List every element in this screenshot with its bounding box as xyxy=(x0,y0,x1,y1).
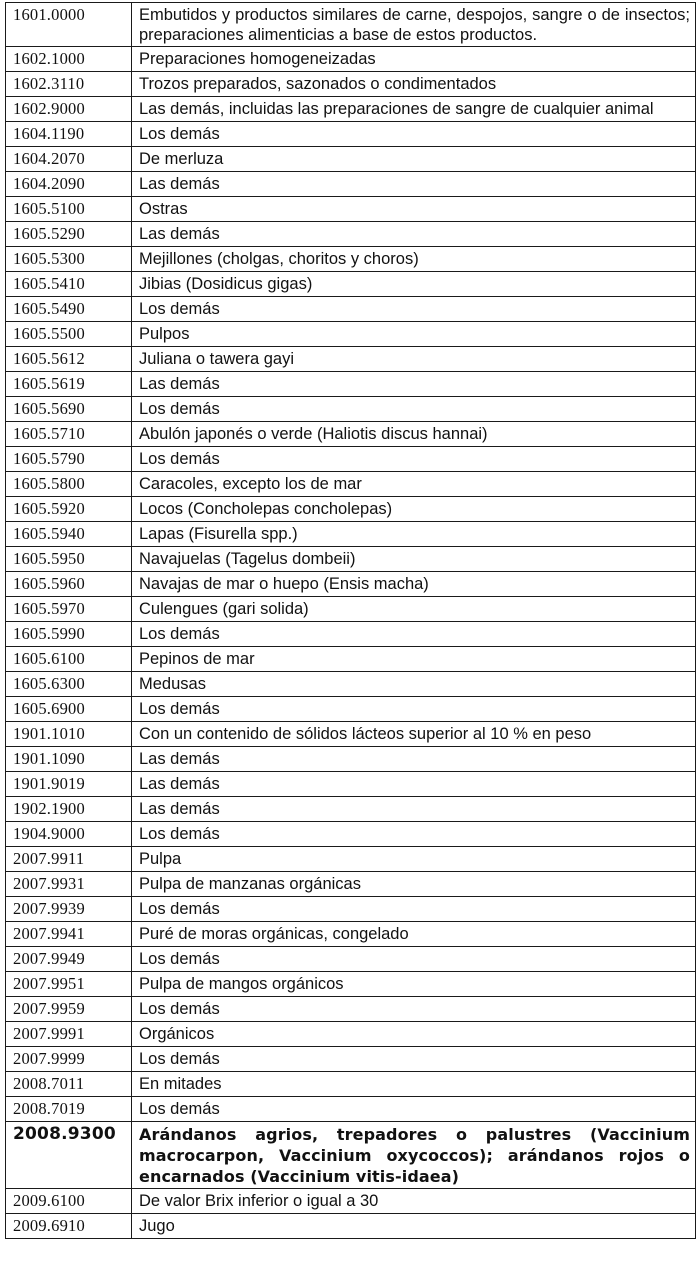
table-row xyxy=(6,822,696,847)
tariff-code-cell: 1605.5619 xyxy=(6,372,132,397)
tariff-code-cell: 1605.5940 xyxy=(6,522,132,547)
description-cell: Pulpa xyxy=(132,847,696,872)
table-row xyxy=(6,447,696,472)
description-cell: De valor Brix inferior o igual a 30 xyxy=(132,1189,696,1214)
description-cell: Medusas xyxy=(132,672,696,697)
table-row xyxy=(6,1214,696,1239)
table-row xyxy=(6,847,696,872)
table-row xyxy=(6,47,696,72)
table-row xyxy=(6,697,696,722)
description-cell: Los demás xyxy=(132,297,696,322)
table-row xyxy=(6,1097,696,1122)
tariff-code-cell: 2007.9931 xyxy=(6,872,132,897)
table-row xyxy=(6,172,696,197)
description-cell: Mejillones (cholgas, choritos y choros) xyxy=(132,247,696,272)
tariff-code-cell: 1604.1190 xyxy=(6,122,132,147)
tariff-code-cell: 2007.9949 xyxy=(6,947,132,972)
tariff-code-cell: 1605.6100 xyxy=(6,647,132,672)
description-cell: Abulón japonés o verde (Haliotis discus hannai) xyxy=(132,422,696,447)
tariff-code-cell: 2009.6910 xyxy=(6,1214,132,1239)
description-cell: Orgánicos xyxy=(132,1022,696,1047)
tariff-code-cell: 1901.1010 xyxy=(6,722,132,747)
tariff-code-cell: 1605.5920 xyxy=(6,497,132,522)
table-row xyxy=(6,897,696,922)
description-cell: Las demás xyxy=(132,797,696,822)
tariff-code-cell: 1602.9000 xyxy=(6,97,132,122)
tariff-code-cell: 1605.5790 xyxy=(6,447,132,472)
tariff-code-cell: 2008.7019 xyxy=(6,1097,132,1122)
table-row xyxy=(6,197,696,222)
description-cell: Pulpa de mangos orgánicos xyxy=(132,972,696,997)
table-row xyxy=(6,722,696,747)
table-row xyxy=(6,597,696,622)
tariff-code-cell: 2008.9300 xyxy=(6,1122,132,1189)
description-cell: Los demás xyxy=(132,997,696,1022)
table-row xyxy=(6,1122,696,1189)
description-cell: Los demás xyxy=(132,1047,696,1072)
description-cell: Navajas de mar o huepo (Ensis macha) xyxy=(132,572,696,597)
table-row xyxy=(6,522,696,547)
tariff-code-cell: 2008.7011 xyxy=(6,1072,132,1097)
tariff-code-cell: 1902.1900 xyxy=(6,797,132,822)
tariff-code-cell: 1605.6900 xyxy=(6,697,132,722)
tariff-code-cell: 1605.5710 xyxy=(6,422,132,447)
tariff-code-cell: 1904.9000 xyxy=(6,822,132,847)
table-row xyxy=(6,97,696,122)
table-row xyxy=(6,622,696,647)
description-cell: En mitades xyxy=(132,1072,696,1097)
description-cell: Los demás xyxy=(132,622,696,647)
table-row xyxy=(6,747,696,772)
table-row xyxy=(6,1022,696,1047)
tariff-code-cell: 1605.5290 xyxy=(6,222,132,247)
tariff-code-cell: 1602.1000 xyxy=(6,47,132,72)
table-row xyxy=(6,547,696,572)
tariff-table-body xyxy=(6,3,696,1239)
tariff-code-cell: 2007.9959 xyxy=(6,997,132,1022)
description-cell: Las demás xyxy=(132,772,696,797)
description-cell: Los demás xyxy=(132,122,696,147)
description-cell: Pulpa de manzanas orgánicas xyxy=(132,872,696,897)
description-cell: Pepinos de mar xyxy=(132,647,696,672)
description-cell: Los demás xyxy=(132,822,696,847)
description-cell: Jibias (Dosidicus gigas) xyxy=(132,272,696,297)
tariff-code-cell: 1605.5690 xyxy=(6,397,132,422)
tariff-code-cell: 1604.2090 xyxy=(6,172,132,197)
description-cell: Los demás xyxy=(132,697,696,722)
description-cell: Las demás, incluidas las preparaciones de sangre de cualquier animal xyxy=(132,97,696,122)
table-row xyxy=(6,3,696,47)
description-cell: Juliana o tawera gayi xyxy=(132,347,696,372)
description-cell: Las demás xyxy=(132,747,696,772)
description-cell: Lapas (Fisurella spp.) xyxy=(132,522,696,547)
table-row xyxy=(6,122,696,147)
table-row xyxy=(6,297,696,322)
tariff-code-cell: 1605.5300 xyxy=(6,247,132,272)
table-row xyxy=(6,372,696,397)
tariff-code-cell: 2007.9941 xyxy=(6,922,132,947)
tariff-table xyxy=(5,2,696,1239)
table-row xyxy=(6,147,696,172)
description-cell: Arándanos agrios, trepadores o palustres (Vaccinium macrocarpon, Vaccinium oxycoccos); arándanos rojos o encarnados (Vaccinium vitis-idaea) xyxy=(132,1122,696,1189)
table-row xyxy=(6,72,696,97)
table-row xyxy=(6,497,696,522)
description-cell: Los demás xyxy=(132,447,696,472)
tariff-code-cell: 1605.5960 xyxy=(6,572,132,597)
tariff-code-cell: 1605.5100 xyxy=(6,197,132,222)
table-row xyxy=(6,272,696,297)
tariff-code-cell: 1601.0000 xyxy=(6,3,132,47)
description-cell: Navajuelas (Tagelus dombeii) xyxy=(132,547,696,572)
tariff-code-cell: 1605.5490 xyxy=(6,297,132,322)
description-cell: Preparaciones homogeneizadas xyxy=(132,47,696,72)
table-row xyxy=(6,422,696,447)
description-cell: Las demás xyxy=(132,222,696,247)
tariff-code-cell: 1605.5800 xyxy=(6,472,132,497)
table-row xyxy=(6,397,696,422)
description-cell: Jugo xyxy=(132,1214,696,1239)
description-cell: Trozos preparados, sazonados o condimentados xyxy=(132,72,696,97)
table-row xyxy=(6,672,696,697)
table-row xyxy=(6,322,696,347)
tariff-code-cell: 2007.9911 xyxy=(6,847,132,872)
table-row xyxy=(6,922,696,947)
description-cell: De merluza xyxy=(132,147,696,172)
table-row xyxy=(6,1189,696,1214)
description-cell: Puré de moras orgánicas, congelado xyxy=(132,922,696,947)
tariff-code-cell: 1605.5500 xyxy=(6,322,132,347)
table-row xyxy=(6,947,696,972)
document-page xyxy=(5,2,695,1239)
table-row xyxy=(6,997,696,1022)
description-cell: Embutidos y productos similares de carne, despojos, sangre o de insectos; preparaciones alimenticias a base de estos productos. xyxy=(132,3,696,47)
table-row xyxy=(6,797,696,822)
table-row xyxy=(6,972,696,997)
description-cell: Locos (Concholepas concholepas) xyxy=(132,497,696,522)
tariff-code-cell: 1605.5410 xyxy=(6,272,132,297)
description-cell: Ostras xyxy=(132,197,696,222)
description-cell: Caracoles, excepto los de mar xyxy=(132,472,696,497)
tariff-code-cell: 1605.5612 xyxy=(6,347,132,372)
tariff-code-cell: 1605.5990 xyxy=(6,622,132,647)
tariff-code-cell: 1604.2070 xyxy=(6,147,132,172)
table-row xyxy=(6,222,696,247)
description-cell: Los demás xyxy=(132,947,696,972)
description-cell: Las demás xyxy=(132,172,696,197)
table-row xyxy=(6,1072,696,1097)
tariff-code-cell: 1605.5950 xyxy=(6,547,132,572)
tariff-code-cell: 1605.5970 xyxy=(6,597,132,622)
table-row xyxy=(6,647,696,672)
table-row xyxy=(6,472,696,497)
description-cell: Con un contenido de sólidos lácteos superior al 10 % en peso xyxy=(132,722,696,747)
tariff-code-cell: 1901.9019 xyxy=(6,772,132,797)
tariff-code-cell: 1605.6300 xyxy=(6,672,132,697)
tariff-code-cell: 2007.9999 xyxy=(6,1047,132,1072)
table-row xyxy=(6,772,696,797)
description-cell: Culengues (gari solida) xyxy=(132,597,696,622)
description-cell: Los demás xyxy=(132,397,696,422)
table-row xyxy=(6,247,696,272)
description-cell: Los demás xyxy=(132,1097,696,1122)
description-cell: Los demás xyxy=(132,897,696,922)
tariff-code-cell: 2007.9951 xyxy=(6,972,132,997)
table-row xyxy=(6,572,696,597)
tariff-code-cell: 2007.9939 xyxy=(6,897,132,922)
tariff-code-cell: 2009.6100 xyxy=(6,1189,132,1214)
tariff-code-cell: 2007.9991 xyxy=(6,1022,132,1047)
description-cell: Las demás xyxy=(132,372,696,397)
description-cell: Pulpos xyxy=(132,322,696,347)
table-row xyxy=(6,347,696,372)
table-row xyxy=(6,1047,696,1072)
table-row xyxy=(6,872,696,897)
tariff-code-cell: 1901.1090 xyxy=(6,747,132,772)
tariff-code-cell: 1602.3110 xyxy=(6,72,132,97)
